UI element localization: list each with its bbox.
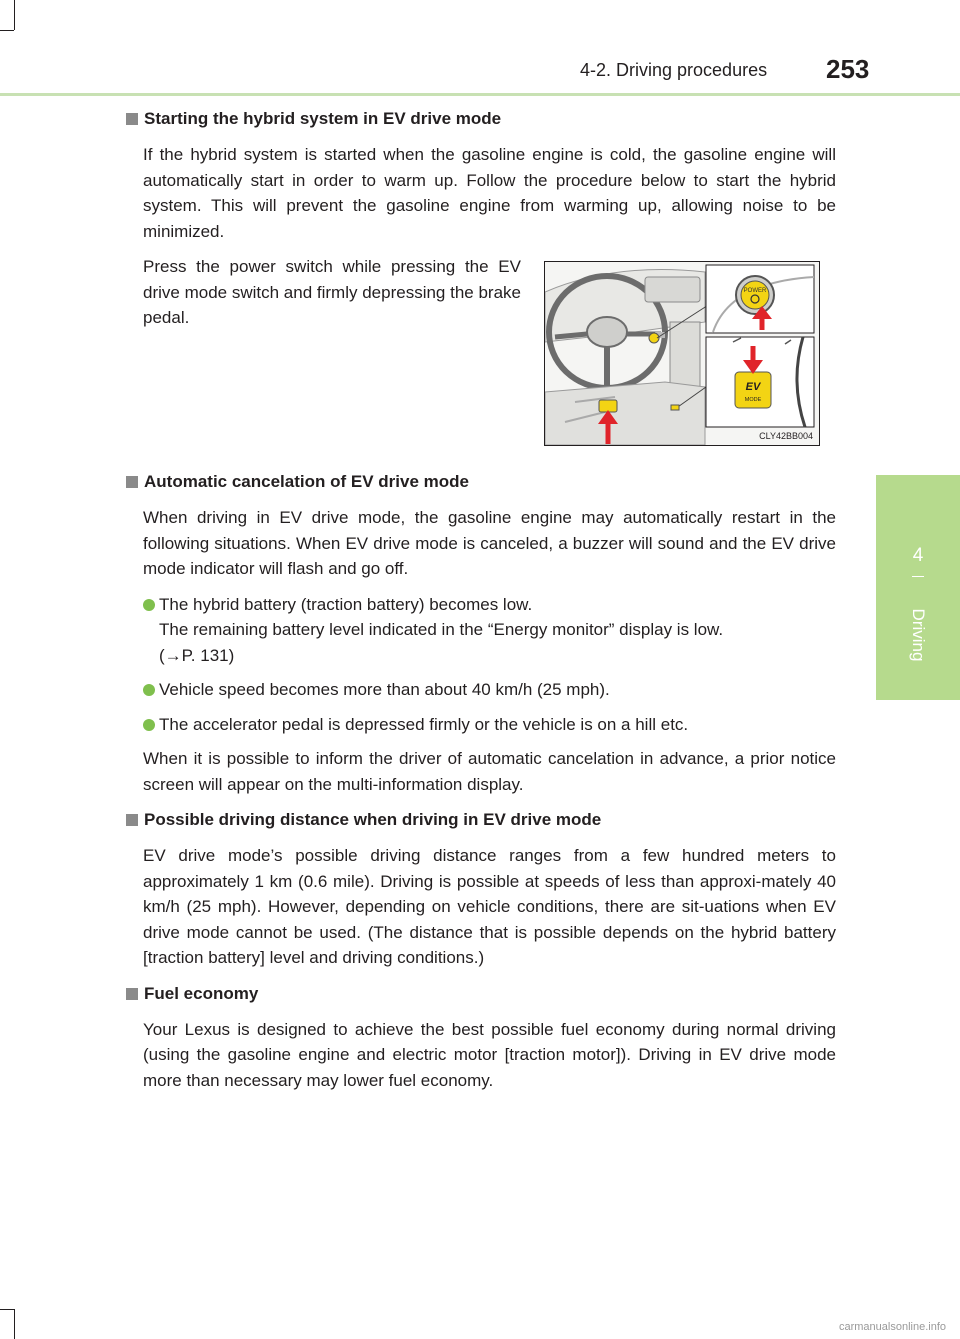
section-heading-text: Starting the hybrid system in EV drive mode bbox=[144, 109, 502, 128]
figure-row bbox=[143, 254, 836, 450]
instruction-text: Press the power switch while pressing the EV drive mode switch and firmly depressing the brake pedal. bbox=[143, 257, 521, 327]
bullet-dot-icon bbox=[143, 599, 155, 611]
list-item bbox=[143, 712, 836, 738]
list-item bbox=[143, 677, 836, 703]
square-bullet-icon bbox=[126, 476, 138, 488]
list-item-subtext: The remaining battery level indicated in the “Energy monitor” display is low. bbox=[159, 620, 724, 639]
paragraph: Your Lexus is designed to achieve the best possible fuel economy during normal driving (using the gasoline engine and electric motor [traction motor]). Driving in EV drive mode more than necessary may lower fuel economy. bbox=[143, 1019, 836, 1090]
paragraph: If the hybrid system is started when the gasoline engine is cold, the gasoline engine will automatically start in order to warm up. Follow the procedure below to start the hybrid system. This will prevent the gasoline engine from warming up, allowing noise to be minimized. bbox=[143, 145, 836, 241]
power-button-label: POWER bbox=[743, 288, 767, 294]
page-content bbox=[126, 106, 836, 1103]
list-item-text: Vehicle speed becomes more than about 40 km/h (25 mph). bbox=[159, 680, 610, 699]
dashboard-illustration bbox=[544, 261, 820, 446]
chapter-number: 4 bbox=[912, 545, 924, 566]
header-rule bbox=[0, 93, 960, 96]
dashboard-illustration-svg bbox=[545, 262, 819, 445]
section-heading-text: Automatic cancelation of EV drive mode bbox=[144, 472, 469, 491]
chapter-tab-divider bbox=[912, 576, 924, 577]
watermark: carmanualsonline.info bbox=[838, 1321, 946, 1333]
bullet-dot-icon bbox=[143, 684, 155, 696]
paragraph: EV drive mode’s possible driving distance ranges from a few hundred meters to approximately 1 km (0.6 mile). Driving is possible at speeds of less than approxi-mately 40 km/h (25 mph). However, depending on vehicle conditions, there are sit-uations when EV drive mode cannot be used. (The distance that is possible depends on the hybrid battery [traction battery] level and driving conditions.) bbox=[143, 846, 836, 967]
page-reference: (→P. 131) bbox=[159, 645, 235, 665]
square-bullet-icon bbox=[126, 988, 138, 1000]
section-heading bbox=[126, 106, 836, 132]
list-item-text: The accelerator pedal is depressed firmly or the vehicle is on a hill etc. bbox=[159, 714, 689, 734]
paragraph: When driving in EV drive mode, the gasoline engine may automatically restart in the following situations. When EV drive mode is canceled, a buzzer will sound and the EV drive mode indicator will flash and go off. bbox=[143, 508, 836, 578]
crop-mark bbox=[0, 30, 14, 31]
ev-button-label: EV bbox=[745, 381, 761, 393]
running-header-section: 4-2. Driving procedures bbox=[580, 60, 768, 80]
section-heading-text: Fuel economy bbox=[144, 983, 259, 1003]
square-bullet-icon bbox=[126, 814, 138, 826]
page-number: 253 bbox=[826, 54, 870, 84]
crop-mark bbox=[14, 0, 15, 30]
chapter-title: Driving bbox=[909, 608, 928, 662]
section-heading bbox=[126, 807, 836, 833]
crop-mark bbox=[14, 1309, 15, 1339]
list-item bbox=[143, 592, 836, 669]
figure-code: CLY42BB004 bbox=[759, 431, 813, 441]
section-heading bbox=[126, 981, 836, 1007]
section-heading-text: Possible driving distance when driving in EV drive mode bbox=[144, 810, 602, 829]
mode-button-label: MODE bbox=[744, 397, 762, 403]
crop-mark bbox=[0, 1309, 14, 1310]
square-bullet-icon bbox=[126, 113, 138, 125]
paragraph: When it is possible to inform the driver of automatic cancelation in advance, a prior notice screen will appear on the multi-information display. bbox=[143, 749, 836, 794]
bullet-dot-icon bbox=[143, 719, 155, 731]
chapter-tab bbox=[876, 475, 960, 700]
section-heading bbox=[126, 469, 836, 495]
list-item-text: The hybrid battery (traction battery) becomes low. bbox=[159, 594, 533, 614]
